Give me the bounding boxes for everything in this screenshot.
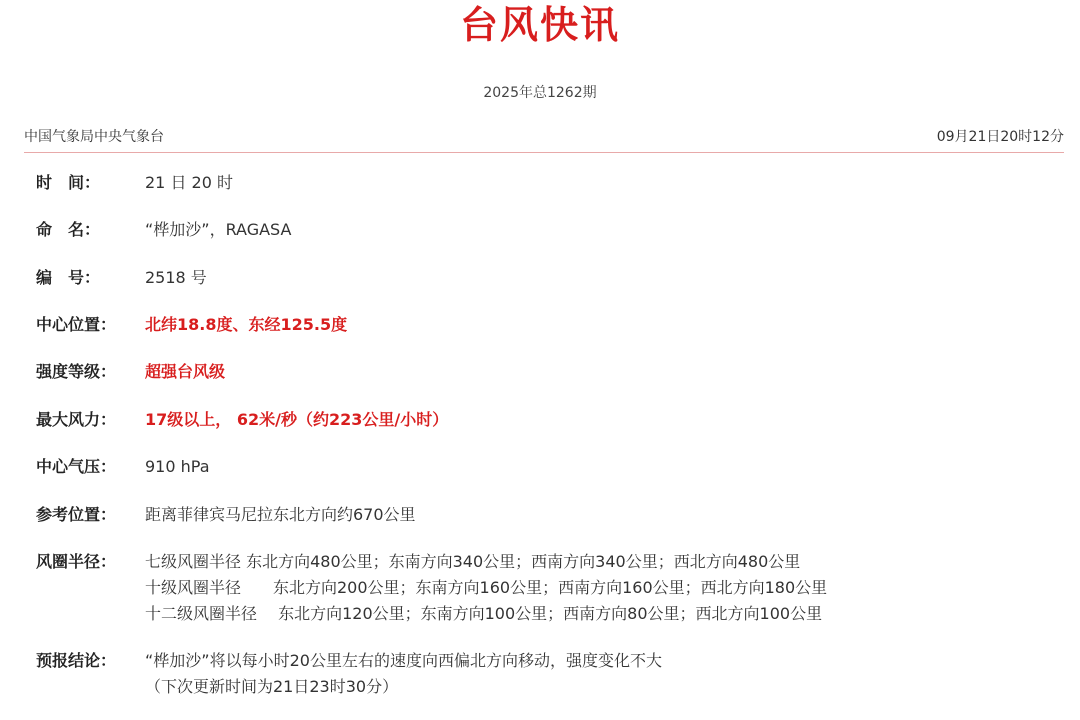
wind-radius-label: 风圈半径： [36,552,117,571]
forecast-line-next-update: （下次更新时间为21日23时30分） [145,677,399,696]
reference-position-label: 参考位置： [36,505,117,524]
name-value: “桦加沙”，RAGASA [145,220,292,239]
forecast-line-main: “桦加沙”将以每小时20公里左右的速度向西偏北方向移动，强度变化不大 [145,651,662,670]
time-value: 21 日 20 时 [145,173,233,192]
center-position-value: 北纬18.8度、东经125.5度 [145,315,348,334]
forecast-label: 预报结论： [36,651,117,670]
time-label: 时 间： [36,173,101,192]
intensity-value: 超强台风级 [145,362,226,381]
wind-radius-line-10: 十级风圈半径 东北方向200公里；东南方向160公里；西南方向160公里；西北方向180公里 [145,578,828,597]
intensity-label: 强度等级： [36,362,117,381]
issue-number: 2025年总1262期 [483,85,597,101]
bulletin-title: 台风快讯 [459,3,620,47]
center-pressure-value: 910 hPa [145,457,210,476]
center-position-label: 中心位置： [36,315,117,334]
number-label: 编 号： [36,268,101,287]
source-row [24,126,1064,153]
max-wind-label: 最大风力： [36,410,117,429]
name-label: 命 名： [36,220,101,239]
wind-radius-line-12: 十二级风圈半径 东北方向120公里；东南方向100公里；西南方向80公里；西北方向100公里 [145,604,823,623]
source-agency: 中国气象局中央气象台 [24,129,164,145]
wind-radius-value [145,549,827,627]
publish-timestamp: 09月21日20时12分 [936,129,1064,145]
wind-radius-line-7: 七级风圈半径 东北方向480公里；东南方向340公里；西南方向340公里；西北方向480公里 [145,552,801,571]
max-wind-value: 17级以上， 62米/秒（约223公里/小时） [145,410,449,429]
center-pressure-label: 中心气压： [36,457,117,476]
reference-position-value: 距离菲律宾马尼拉东北方向约670公里 [145,505,416,524]
forecast-value [145,648,662,700]
number-value: 2518 号 [145,268,207,287]
